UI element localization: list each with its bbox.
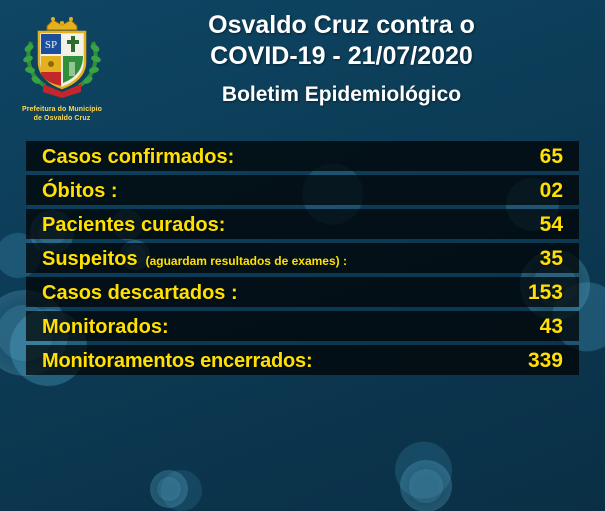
stat-label: Pacientes curados:: [42, 214, 226, 236]
stat-value: 65: [539, 145, 563, 168]
virus-blob-icon: [150, 470, 188, 508]
crest-caption-line2: de Osvaldo Cruz: [33, 115, 91, 122]
stat-label: Monitorados:: [42, 316, 169, 338]
stat-value: 02: [539, 179, 563, 202]
city-crest: [14, 10, 110, 123]
stat-label: Óbitos :: [42, 180, 118, 202]
page-title-line2: COVID-19 - 21/07/2020: [210, 42, 473, 70]
stat-row-casos-confirmados: [26, 141, 579, 171]
crest-caption-line1: Prefeitura do Município: [21, 106, 103, 113]
stat-label: Suspeitos: [42, 248, 138, 270]
svg-text:SP: SP: [44, 39, 58, 51]
stat-row-pacientes-curados: [26, 209, 579, 239]
stat-row-monitorados: [26, 311, 579, 341]
stat-label: Casos confirmados:: [42, 146, 235, 168]
stat-value: 339: [527, 349, 563, 372]
page-title-line1: Osvaldo Cruz contra o: [208, 11, 475, 39]
coat-of-arms-icon: [23, 14, 101, 98]
stat-value: 35: [539, 247, 563, 270]
stat-row-suspeitos: [26, 243, 579, 273]
poster-header: [0, 0, 605, 127]
stat-row-casos-descartados: [26, 277, 579, 307]
crest-caption: [14, 105, 110, 123]
stat-label: Monitoramentos encerrados:: [42, 350, 313, 372]
stat-row-obitos: [26, 175, 579, 205]
poster-titles: [110, 10, 591, 110]
stat-row-monitoramentos-encerrados: [26, 345, 579, 375]
stat-label: Casos descartados :: [42, 282, 238, 304]
statistics-list: [26, 141, 579, 375]
stat-note: (aguardam resultados de exames) :: [145, 254, 347, 268]
stat-value: 43: [539, 315, 563, 338]
virus-blob-icon: [400, 460, 452, 511]
stat-value: 54: [539, 213, 563, 236]
page-subtitle: Boletim Epidemiológico: [221, 83, 462, 106]
stat-value: 153: [527, 281, 563, 304]
